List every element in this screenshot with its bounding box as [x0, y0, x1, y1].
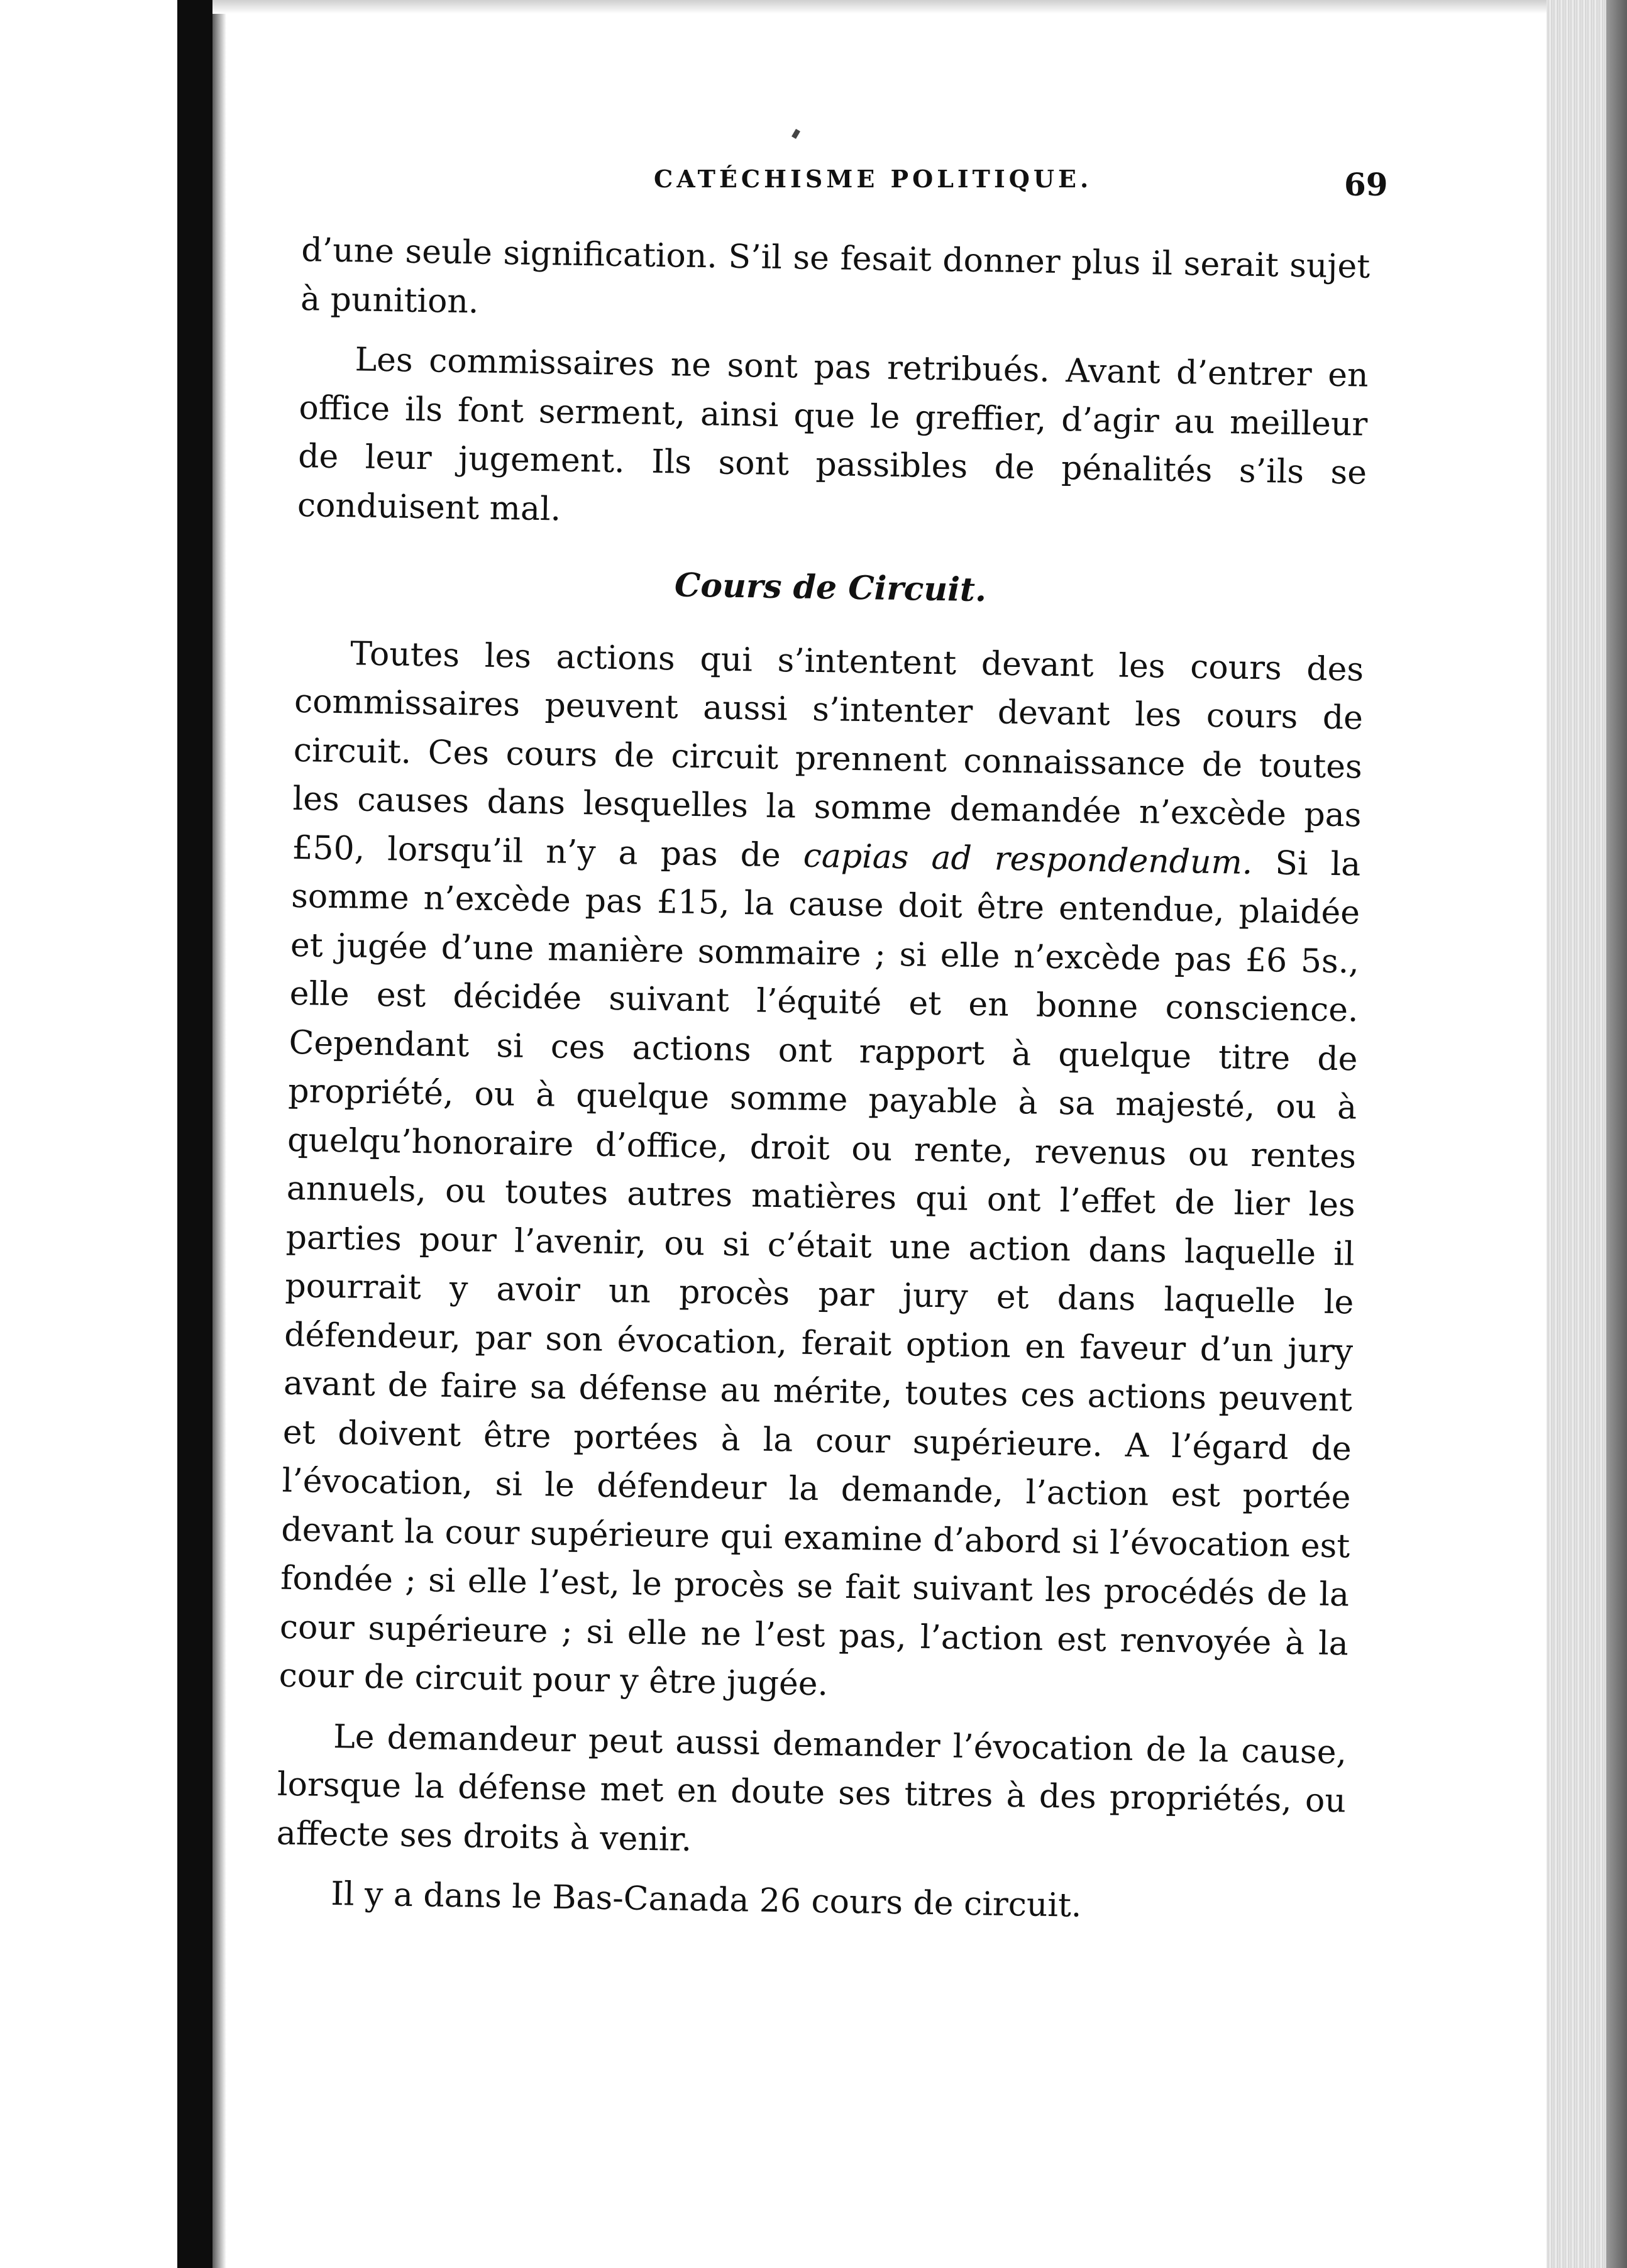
left-page	[0, 0, 189, 2268]
paragraph: Le demandeur peut aussi demander l’évocation de la cause, lorsque la défense met en doute ses titres à des propriétés, ou affecte ses droits à venir.	[276, 1717, 1347, 1859]
paragraph-text: Si la somme n’excède pas £15, la cause doit être entendue, plaidée et jugée d’une manière sommaire ; si elle n’excède pas £6 5s., elle est décidée suivant l’équité et en bonne conscience. Cependant si ces actions ont rapport à quelque titre de propriété, ou à quelque somme payable à sa majesté, ou à quelqu’honoraire d’office, droit ou rente, revenus ou rentes annuels, ou toutes autres matières qui ont l’effet de lier les parties pour l’avenir, ou si c’était une action dans laquelle il pourrait y avoir un procès par jury et dans laquelle le défendeur, par son évocation, ferait option en faveur d’un jury avant de faire sa défense au mérite, toutes ces actions peuvent et doivent être portées à la cour supérieure. A l’égard de l’évocation, si le défendeur la demande, l’action est portée devant la cour supérieure qui examine d’abord si l’évocation est fondée ; si elle l’est, le procès se fait suivant les procédés de la cour supérieure ; si elle ne l’est pas, l’action est renvoyée à la cour de circuit pour y être jugée.	[279, 844, 1361, 1704]
section-heading: Cours de Circuit.	[674, 566, 987, 610]
gutter-shadow	[212, 0, 226, 2268]
paragraph: Il y a dans le Bas-Canada 26 cours de circuit.	[330, 1875, 1082, 1925]
running-head: CATÉCHISME POLITIQUE.	[654, 165, 1093, 193]
page-body	[275, 226, 1371, 1935]
paragraph-text: Toutes les actions qui s’intentent devant les cours des commissaires peuvent aussi s’intenter devant les cours de circuit. Ces cours de circuit prennent connaissance de toutes les causes dans lesquelles la somme demandée n’excède pas £50, lorsqu’il n’y a pas de	[292, 634, 1364, 874]
latin-term: capias ad respondendum.	[803, 837, 1253, 882]
ink-speck	[791, 129, 800, 139]
paragraph: Les commissaires ne sont pas retribués. Avant d’entrer en office ils font serment, ainsi que le greffier, d’agir au meilleur de leur jugement. Ils sont passibles de pénalités s’ils se conduisent mal.	[297, 341, 1369, 529]
page-number: 69	[1344, 166, 1388, 203]
page-stack-shadow	[1606, 0, 1627, 2268]
paragraph	[279, 629, 1364, 1717]
paragraph: d’une seule signification. S’il se fesait donner plus il serait sujet à punition.	[300, 231, 1371, 321]
page-top-edge	[212, 0, 1627, 14]
book-gutter	[177, 0, 212, 2268]
